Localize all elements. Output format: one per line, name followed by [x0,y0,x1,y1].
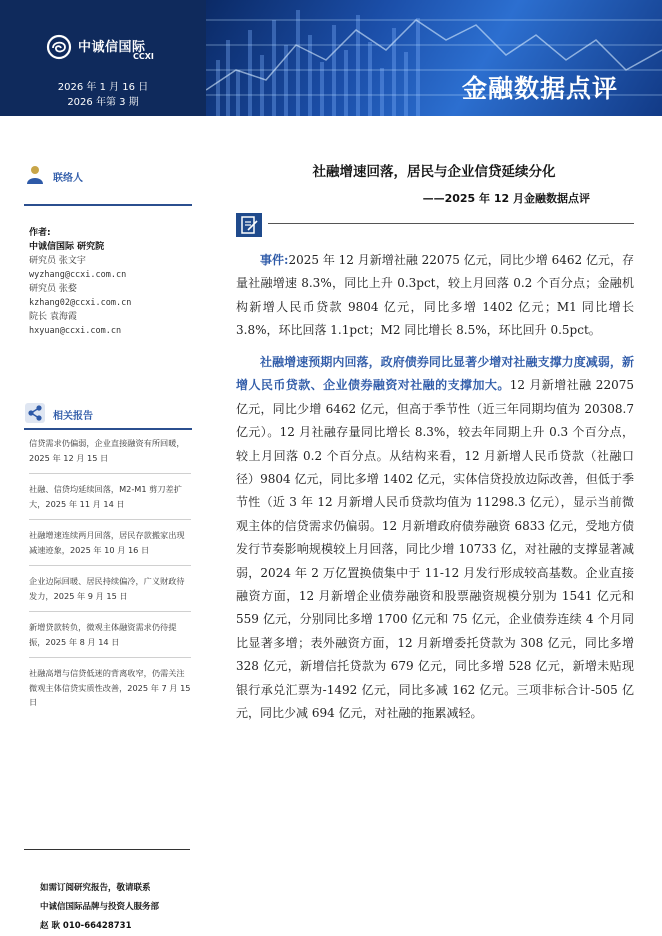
author-1-email[interactable]: wyzhang@ccxi.com.cn [29,270,127,280]
report-subtitle: ——2025 年 12 月金融数据点评 [422,192,590,205]
analysis-lead: 社融增速预期内回落，政府债券同比显著少增对社融支撑力度减弱，新增人民币贷款、企业债券融资对社融的支撑加大。 [236,355,634,393]
contact-section-header [24,164,192,192]
subscription-footer [40,879,159,936]
footer-line-1: 如需订阅研究报告，敬请联系 [40,883,151,893]
header-banner [206,0,662,116]
institute-name: 中诚信国际 研究院 [29,242,105,252]
related-report-2[interactable]: 社融、信贷均延续回落，M2-M1 剪刀差扩大，2025 年 11 月 14 日 [29,480,191,520]
author-3-name: 院长 袁海霞 [29,312,77,322]
analysis-paragraph [236,351,634,726]
document-icon [236,213,262,237]
footer-divider [24,849,190,850]
contact-person-icon [24,164,46,186]
header-left-panel [0,0,206,116]
related-report-5[interactable]: 新增贷款转负，微观主体融资需求仍待提振，2025 年 8 月 14 日 [29,618,191,658]
related-report-6[interactable]: 社融高增与信贷低迷的背离收窄，仍需关注微观主体信贷实质性改善，2025 年 7 月 15 日 [29,668,191,707]
related-report-4[interactable]: 企业边际回暖、居民持续偏冷，广义财政待发力，2025 年 9 月 15 日 [29,572,191,612]
title-divider [268,223,634,224]
related-report-3[interactable]: 社融增速连续两月回落，居民存款搬家出现减速迹象，2025 年 10 月 16 日 [29,526,191,566]
author-2-email[interactable]: kzhang02@ccxi.com.cn [29,298,132,308]
logo-mark-icon [44,33,74,61]
related-report-list [29,434,191,724]
author-block [29,226,131,338]
report-title: 社融增速回落，居民与企业信贷延续分化 [312,164,556,180]
contact-title: 联络人 [53,173,83,184]
report-issue: 2026 年第 3 期 [67,97,139,108]
ccxi-logo [44,33,162,63]
analysis-text: 12 月新增社融 22075 亿元，同比少增 6462 亿元，但高于季节性（近三年同期均值为 20308.7 亿元）。12 月社融存量同比增长 8.3%，较去年同期上升 0.3 个百分点，较上月回落 0.2 个百分点。从结构来看，12 月新增人民币贷款（社融口径）9804 亿元，同比多增 1402 亿元，实体信贷投放边际改善，但低于季节性（近 3 年 12 月新增人民币贷款均值为 11298.3 亿元），显示当前微观主体的信贷需求仍偏弱。12 月新增政府债券融资 6833 亿元，受地方债发行节奏影响规模较上月回落，同比少增 10733 亿，对社融的支撑显著减弱，2024 年 2 万亿置换债集中于 11-12 月发行形成较高基数。企业直接融资方面，12 月新增企业债券融资和股票融资规模分别为 1541 亿元和 559 亿元，分别同比多增 1700 亿元和 75 亿元，企业债券连续 4 个月同比显著多增；表外融资方面，12 月新增委托贷款为 308 亿元，同比多增 328 亿元，新增信托贷款为 679 亿元，同比多增 528 亿元，新增未贴现银行承兑汇票为-1492 亿元，同比多减 162 亿元。三项非标合计-505 亿元，同比少减 694 亿元，对社融的拖累减轻。 [236,378,634,721]
main-content [206,116,662,936]
related-divider [24,428,192,430]
report-header [0,0,662,116]
event-text: 2025 年 12 月新增社融 22075 亿元，同比少增 6462 亿元，存量社融增速 8.3%，同比上升 0.3pct，较上月回落 0.2 个百分点；金融机构新增人民币贷款 9804 亿元，同比多增 1402 亿元；M1 同比增长 3.8%，环比回落 1.1pct；M2 同比增长 8.5%，环比回升 0.5pct。 [236,253,634,338]
event-lead: 事件: [260,253,289,267]
related-section-header [24,402,192,430]
author-3-email[interactable]: hxyuan@ccxi.com.cn [29,326,122,336]
event-paragraph [236,249,634,343]
sidebar [0,116,206,936]
author-1-name: 研究员 张文宇 [29,256,86,266]
footer-line-2: 中诚信国际品牌与投资人服务部 [40,902,160,912]
doc-type-title: 金融数据点评 [461,74,618,103]
author-label: 作者: [29,228,51,238]
author-2-name: 研究员 张婺 [29,284,77,294]
logo-text: 中诚信国际 [78,40,146,55]
share-icon [24,402,46,424]
contact-divider [24,204,192,206]
logo-en: CCXI [133,52,154,61]
footer-line-3: 赵 耿 010-66428731 [40,921,132,931]
report-date: 2026 年 1 月 16 日 [57,82,149,93]
related-report-1[interactable]: 信贷需求仍偏弱，企业直接融资有所回暖，2025 年 12 月 15 日 [29,434,191,474]
related-title: 相关报告 [53,411,93,422]
